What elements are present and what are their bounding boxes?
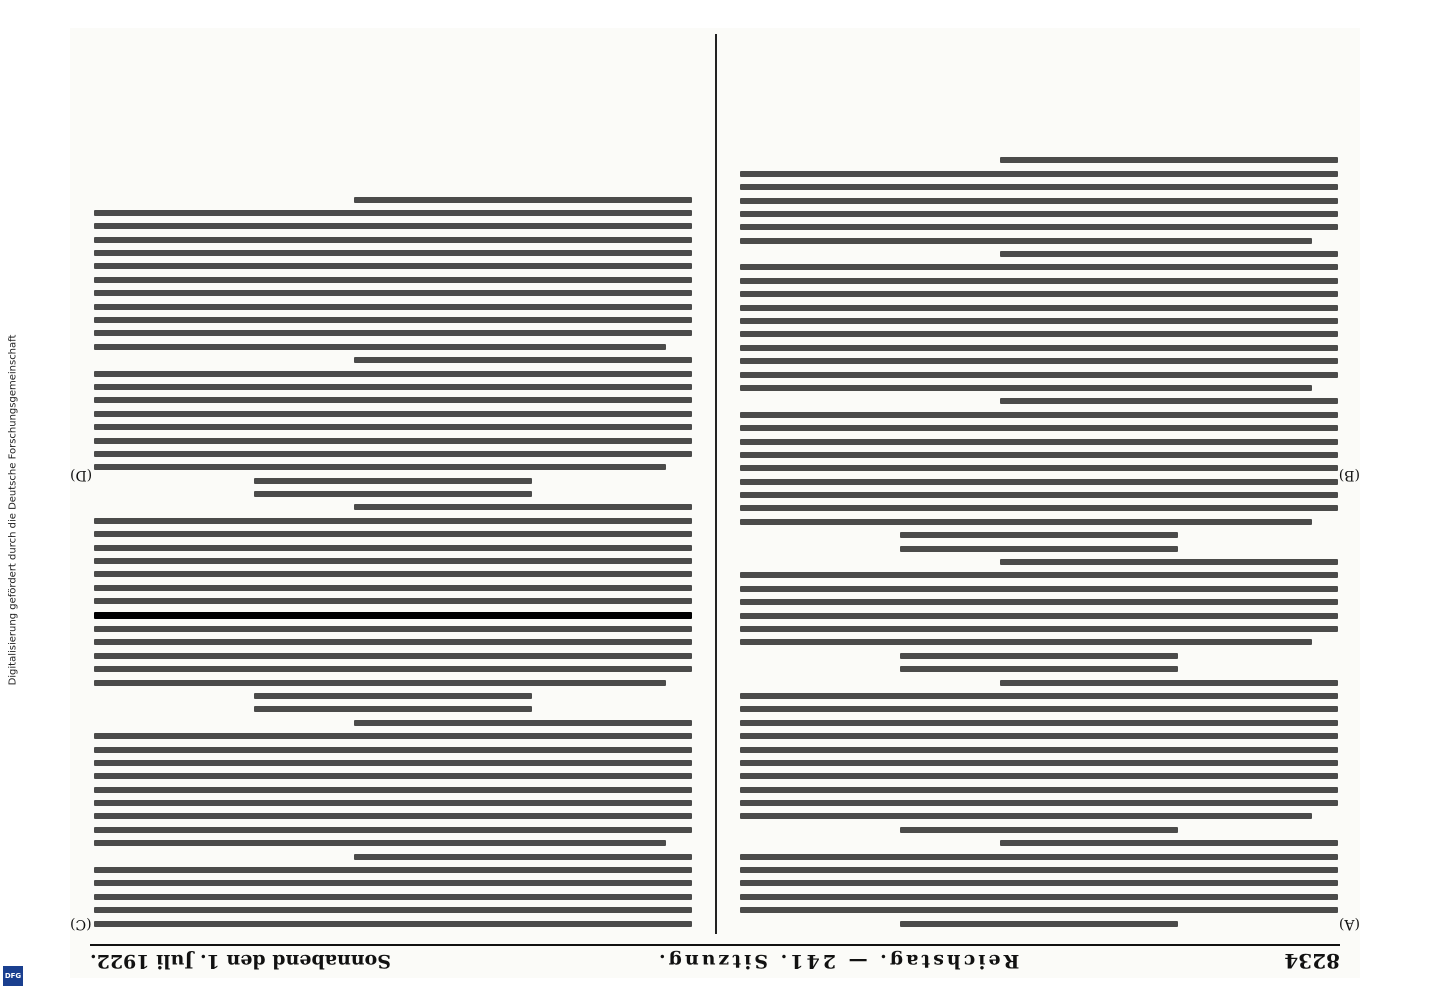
text-line bbox=[94, 639, 692, 645]
text-column-left bbox=[740, 38, 1338, 934]
text-line bbox=[740, 733, 1338, 739]
text-line bbox=[94, 571, 692, 577]
text-line bbox=[94, 666, 692, 672]
text-line bbox=[94, 210, 692, 216]
page-number: 8234 bbox=[1284, 949, 1340, 974]
text-line bbox=[94, 760, 692, 766]
text-line bbox=[740, 238, 1312, 244]
text-line bbox=[900, 532, 1178, 538]
text-line bbox=[94, 827, 692, 833]
text-line bbox=[94, 330, 692, 336]
text-line bbox=[740, 519, 1312, 525]
margin-marker-d: (D) bbox=[70, 467, 93, 483]
text-line bbox=[900, 827, 1178, 833]
text-line bbox=[740, 506, 1338, 512]
text-line bbox=[94, 612, 692, 619]
text-line bbox=[94, 424, 692, 430]
newspaper-page bbox=[70, 28, 1360, 978]
text-line bbox=[740, 345, 1338, 351]
text-line bbox=[740, 412, 1338, 418]
text-line bbox=[94, 397, 692, 403]
text-line bbox=[94, 263, 692, 269]
text-line bbox=[740, 439, 1338, 445]
text-line bbox=[740, 599, 1338, 605]
text-line bbox=[354, 357, 692, 363]
text-line bbox=[94, 545, 692, 551]
margin-marker-a: (A) bbox=[1338, 916, 1360, 932]
text-line bbox=[94, 531, 692, 537]
text-line bbox=[740, 572, 1338, 578]
text-line bbox=[740, 184, 1338, 190]
text-line bbox=[94, 518, 692, 524]
text-line bbox=[94, 384, 692, 390]
text-line bbox=[354, 854, 692, 860]
text-line bbox=[94, 304, 692, 310]
text-line bbox=[94, 223, 692, 229]
text-line bbox=[94, 813, 692, 819]
text-line bbox=[740, 867, 1338, 873]
text-line bbox=[94, 558, 692, 564]
text-line bbox=[740, 813, 1312, 819]
text-line bbox=[740, 880, 1338, 886]
text-line bbox=[740, 479, 1338, 485]
margin-marker-c: (C) bbox=[70, 916, 92, 932]
text-line bbox=[94, 747, 692, 753]
text-line bbox=[1000, 559, 1338, 565]
text-line bbox=[1000, 680, 1338, 686]
text-line bbox=[94, 773, 692, 779]
text-line bbox=[740, 198, 1338, 204]
text-line bbox=[94, 344, 666, 350]
dfg-logo bbox=[3, 966, 23, 986]
text-line bbox=[740, 639, 1312, 645]
text-line bbox=[94, 907, 692, 913]
text-line bbox=[740, 693, 1338, 699]
text-line bbox=[740, 747, 1338, 753]
text-line bbox=[94, 585, 692, 591]
page-title: Reichstag. — 241. Sitzung. bbox=[656, 950, 1020, 973]
text-line bbox=[94, 921, 692, 927]
text-line bbox=[900, 666, 1178, 672]
text-line bbox=[740, 894, 1338, 900]
text-line bbox=[740, 613, 1338, 619]
text-line bbox=[740, 358, 1338, 364]
text-line bbox=[740, 278, 1338, 284]
text-line bbox=[740, 854, 1338, 860]
text-column-right bbox=[94, 38, 692, 934]
text-line bbox=[254, 478, 532, 484]
text-line bbox=[94, 626, 692, 632]
text-line bbox=[740, 452, 1338, 458]
text-line bbox=[94, 894, 692, 900]
text-line bbox=[254, 706, 532, 712]
text-line bbox=[900, 546, 1178, 552]
text-line bbox=[94, 464, 666, 470]
text-line bbox=[740, 331, 1338, 337]
text-line bbox=[740, 291, 1338, 297]
text-line bbox=[740, 372, 1338, 378]
text-line bbox=[740, 760, 1338, 766]
text-line bbox=[94, 867, 692, 873]
text-line bbox=[900, 653, 1178, 659]
text-line bbox=[740, 800, 1338, 806]
margin-marker-b: (B) bbox=[1338, 467, 1360, 483]
text-line bbox=[1000, 840, 1338, 846]
dfg-logo-text: DFG bbox=[4, 972, 22, 980]
page-date: Sonnabend den 1. Juli 1922. bbox=[90, 950, 392, 973]
text-line bbox=[354, 720, 692, 726]
text-line bbox=[740, 171, 1338, 177]
text-line bbox=[740, 907, 1338, 913]
text-line bbox=[740, 425, 1338, 431]
text-line bbox=[94, 411, 692, 417]
text-line bbox=[354, 197, 692, 203]
page-header bbox=[90, 944, 1340, 974]
text-line bbox=[740, 720, 1338, 726]
text-line bbox=[94, 800, 692, 806]
text-line bbox=[740, 385, 1312, 391]
text-line bbox=[94, 277, 692, 283]
text-line bbox=[740, 211, 1338, 217]
text-line bbox=[1000, 398, 1338, 404]
text-line bbox=[94, 598, 692, 604]
text-line bbox=[94, 237, 692, 243]
text-line bbox=[740, 787, 1338, 793]
text-line bbox=[740, 318, 1338, 324]
text-line bbox=[740, 224, 1338, 230]
text-line bbox=[740, 586, 1338, 592]
text-line bbox=[740, 305, 1338, 311]
text-line bbox=[94, 787, 692, 793]
text-line bbox=[740, 492, 1338, 498]
column-divider bbox=[715, 34, 717, 934]
text-line bbox=[740, 706, 1338, 712]
text-line bbox=[94, 880, 692, 886]
text-line bbox=[740, 264, 1338, 270]
text-line bbox=[94, 680, 666, 686]
text-line bbox=[740, 465, 1338, 471]
text-line bbox=[94, 653, 692, 659]
text-line bbox=[94, 438, 692, 444]
text-line bbox=[94, 250, 692, 256]
text-line bbox=[94, 371, 692, 377]
text-line bbox=[254, 491, 532, 497]
funding-note bbox=[6, 40, 20, 980]
text-line bbox=[94, 733, 692, 739]
text-line bbox=[94, 317, 692, 323]
text-line bbox=[1000, 251, 1338, 257]
text-line bbox=[94, 290, 692, 296]
text-line bbox=[1000, 157, 1338, 163]
text-line bbox=[740, 773, 1338, 779]
text-line bbox=[900, 921, 1178, 927]
text-line bbox=[354, 505, 692, 511]
text-line bbox=[94, 840, 666, 846]
text-line bbox=[740, 626, 1338, 632]
text-line bbox=[94, 451, 692, 457]
text-line bbox=[254, 693, 532, 699]
funding-note-text: Digitalisierung gefördert durch die Deutsche Forschungsgemeinschaft bbox=[7, 334, 19, 686]
